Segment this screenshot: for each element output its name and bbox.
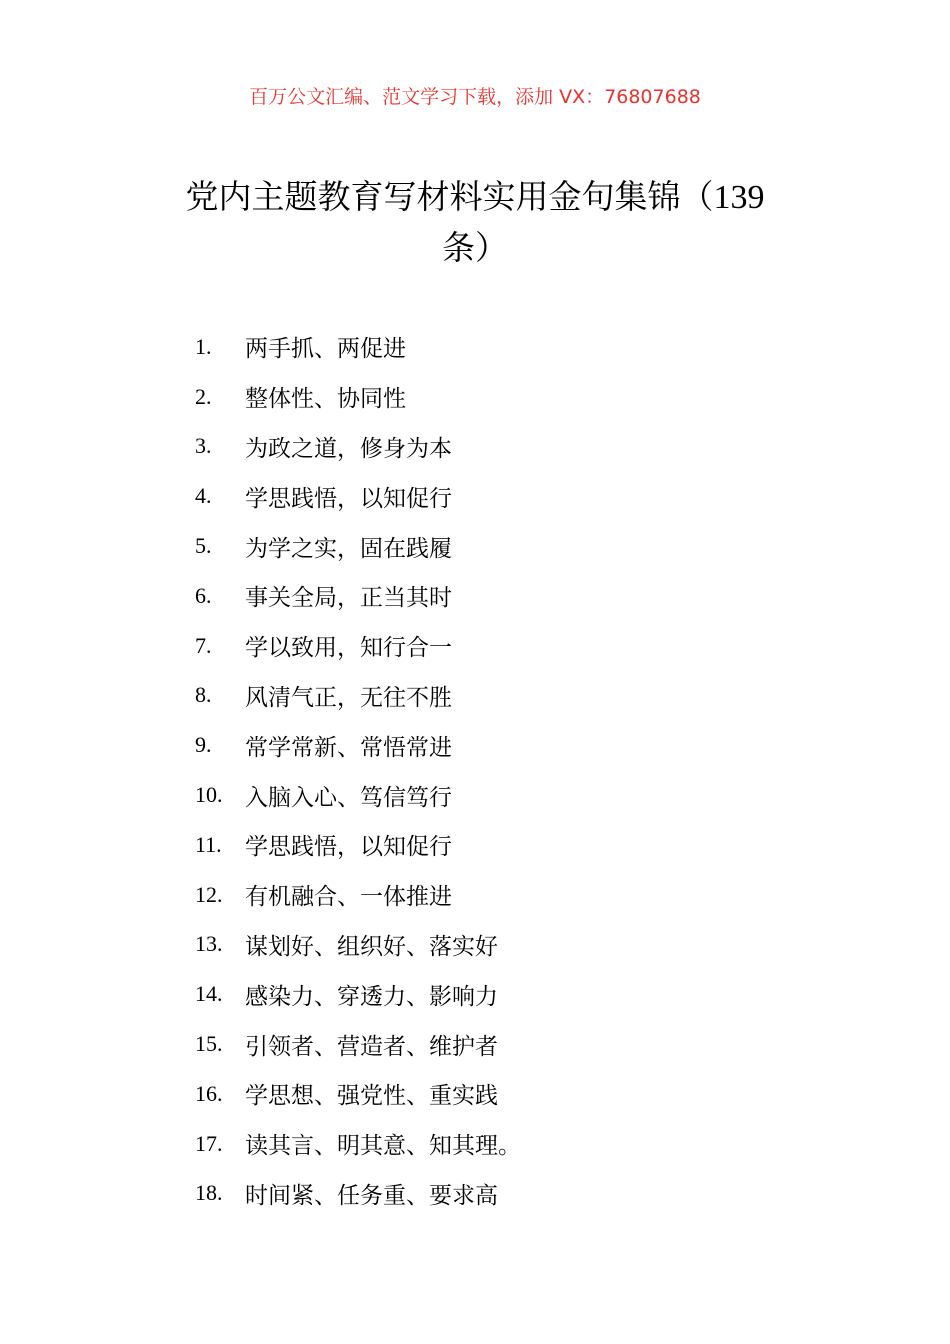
item-text: 学思想、强党性、重实践 <box>245 1083 498 1110</box>
list-item <box>195 422 521 472</box>
item-number: 1. <box>195 333 212 359</box>
list-item <box>195 1069 521 1119</box>
item-text: 入脑入心、笃信笃行 <box>245 784 452 811</box>
item-number: 11. <box>195 831 222 857</box>
item-number: 13. <box>195 931 223 957</box>
list-item <box>195 870 521 920</box>
list-item <box>195 1169 521 1219</box>
item-text: 两手抓、两促进 <box>245 336 406 363</box>
item-text: 感染力、穿透力、影响力 <box>245 983 498 1010</box>
item-text: 风清气正，无往不胜 <box>245 684 452 711</box>
item-text: 时间紧、任务重、要求高 <box>245 1182 498 1209</box>
item-number: 18. <box>195 1180 223 1206</box>
list-item <box>195 571 521 621</box>
list-item <box>195 920 521 970</box>
list-item <box>195 471 521 521</box>
item-number: 6. <box>195 582 212 608</box>
item-number: 3. <box>195 433 212 459</box>
item-text: 为学之实，固在践履 <box>245 535 452 562</box>
list-item <box>195 820 521 870</box>
item-number: 15. <box>195 1031 223 1057</box>
item-text: 学思践悟，以知促行 <box>245 834 452 861</box>
list-item <box>195 322 521 372</box>
list-item <box>195 521 521 571</box>
item-number: 4. <box>195 483 212 509</box>
list-item <box>195 720 521 770</box>
list-item <box>195 969 521 1019</box>
item-number: 10. <box>195 782 223 808</box>
item-text: 常学常新、常悟常进 <box>245 734 452 761</box>
item-number: 9. <box>195 732 212 758</box>
title-number: 139 <box>713 179 765 216</box>
item-number: 14. <box>195 981 223 1007</box>
item-number: 12. <box>195 881 223 907</box>
item-number: 5. <box>195 533 212 559</box>
item-text: 学以致用，知行合一 <box>245 635 452 662</box>
item-text: 谋划好、组织好、落实好 <box>245 933 498 960</box>
item-text: 引领者、营造者、维护者 <box>245 1033 498 1060</box>
list-item <box>195 372 521 422</box>
document-title <box>150 172 800 273</box>
item-text: 读其言、明其意、知其理。 <box>245 1133 521 1160</box>
list-item <box>195 1019 521 1069</box>
item-text: 为政之道，修身为本 <box>245 435 452 462</box>
list-item <box>195 671 521 721</box>
item-text: 学思践悟，以知促行 <box>245 485 452 512</box>
item-text: 有机融合、一体推进 <box>245 884 452 911</box>
item-number: 17. <box>195 1130 223 1156</box>
item-number: 16. <box>195 1080 223 1106</box>
item-number: 8. <box>195 682 212 708</box>
item-text: 整体性、协同性 <box>245 386 406 413</box>
list-item <box>195 1119 521 1169</box>
list-item <box>195 621 521 671</box>
list-item <box>195 770 521 820</box>
item-number: 2. <box>195 383 212 409</box>
quote-list <box>195 322 521 1218</box>
header-note: 百万公文汇编、范文学习下载，添加 VX：76807688 <box>249 86 701 108</box>
item-text: 事关全局，正当其时 <box>245 585 452 612</box>
title-part-2: 条） <box>442 228 508 267</box>
title-part-1: 党内主题教育写材料实用金句集锦（ <box>185 177 714 216</box>
item-number: 7. <box>195 632 212 658</box>
